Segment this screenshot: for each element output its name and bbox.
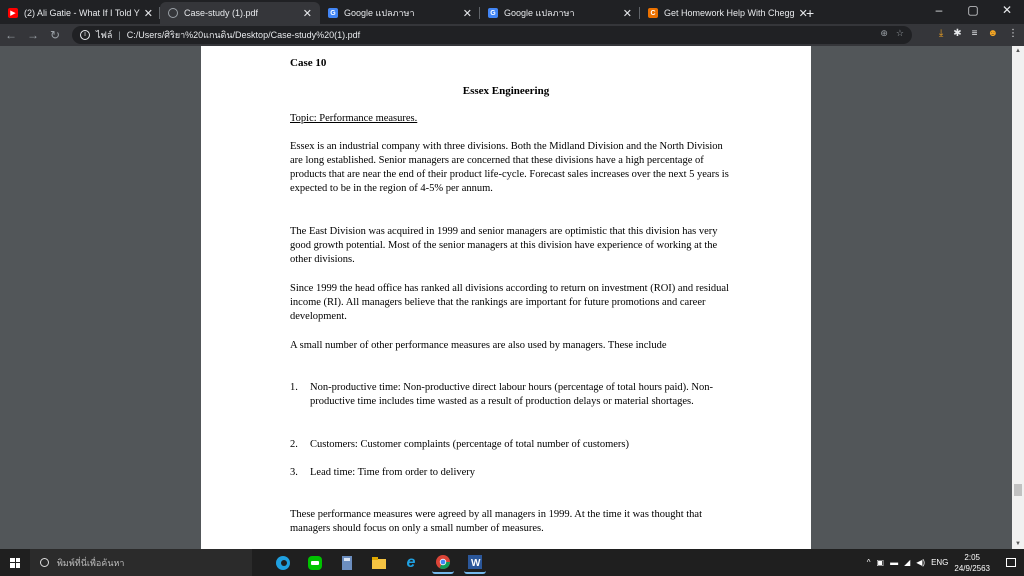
list-item — [290, 466, 730, 480]
tab-case-study-pdf[interactable] — [160, 2, 320, 24]
list-text: Customers: Customer complaints (percentage of total number of customers) — [310, 439, 630, 450]
minimize-icon[interactable]: – — [935, 3, 943, 17]
tab-title: Case-study (1).pdf — [184, 8, 259, 18]
paragraph: The East Division was acquired in 1999 and senior managers are optimistic that this division has very good growth potential. Most of the senior managers at this division have experience of working at the other divisions. — [290, 226, 718, 265]
tab-title: Google แปลภาษา — [344, 8, 415, 18]
google-translate-icon: G — [328, 8, 338, 18]
close-tab-icon[interactable]: ✕ — [302, 7, 312, 20]
close-tab-icon[interactable]: ✕ — [798, 7, 808, 20]
scroll-down-icon[interactable]: ▼ — [1015, 541, 1021, 547]
google-translate-icon: G — [488, 8, 498, 18]
tab-title: Get Homework Help With Chegg — [664, 8, 795, 18]
start-button[interactable] — [0, 549, 30, 576]
input-language[interactable]: ENG — [931, 558, 949, 567]
paragraph: A small number of other performance measures are also used by managers. These include — [290, 340, 667, 351]
scrollbar-thumb[interactable] — [1014, 484, 1022, 496]
clock-date: 24/9/2563 — [954, 563, 990, 573]
list-number: 3. — [290, 467, 298, 478]
back-icon[interactable]: ← — [5, 28, 17, 42]
clock[interactable] — [954, 552, 990, 574]
task-manager-icon[interactable]: ▣ — [876, 558, 885, 567]
extensions-icon[interactable]: ✱ — [953, 28, 962, 39]
close-tab-icon[interactable]: ✕ — [462, 7, 472, 20]
calculator-icon[interactable] — [336, 552, 358, 574]
bookmark-star-icon[interactable]: ☆ — [895, 28, 904, 38]
topic-line: Topic: Performance measures. — [290, 113, 418, 124]
list-number: 1. — [290, 382, 298, 393]
close-window-icon[interactable]: ✕ — [1001, 3, 1013, 17]
network-icon[interactable]: ◢ — [904, 558, 911, 567]
info-icon[interactable]: i — [80, 30, 90, 40]
tab-title: (2) Ali Gatie - What If I Told Y — [24, 8, 140, 18]
tab-strip — [0, 0, 1024, 24]
windows-taskbar — [0, 549, 1024, 576]
close-tab-icon[interactable]: ✕ — [622, 7, 632, 20]
browser-toolbar — [0, 24, 1024, 46]
list-number: 2. — [290, 439, 298, 450]
battery-icon[interactable]: ▬ — [890, 558, 899, 567]
volume-icon[interactable]: ◀) — [916, 558, 926, 567]
windows-logo-icon — [10, 558, 20, 568]
window-controls — [922, 0, 1024, 22]
closing-paragraph: These performance measures were agreed by all managers in 1999. At the time it was thought that managers should focus on only a small number of measures. — [290, 509, 702, 534]
show-hidden-icons-icon[interactable]: ^ — [866, 558, 871, 567]
notifications-icon[interactable] — [1006, 558, 1016, 567]
security-label: ไฟล์ — [96, 30, 113, 40]
globe-icon — [168, 8, 178, 18]
address-bar[interactable]: i ไฟล์ | C:/Users/ศิริยา%20แกนดิน/Desktop/Case-study%20(1).pdf ⊕ ☆ — [72, 26, 912, 44]
line-app-icon[interactable] — [304, 552, 326, 574]
search-placeholder: พิมพ์ที่นี่เพื่อค้นหา — [57, 557, 125, 568]
list-text: Lead time: Time from order to delivery — [310, 467, 476, 478]
paragraph: Essex is an industrial company with three divisions. Both the Midland Division and the North Division are long established. Senior managers are concerned that these divisions have a high percentage of products that are near the end of their product life-cycle. Forecast sales increases over the next 5 years is expected to be in the region of 4-5% per annum. — [290, 141, 729, 194]
scroll-up-icon[interactable]: ▲ — [1015, 48, 1021, 54]
case-number: Case 10 — [290, 57, 327, 69]
list-text: Non-productive time: Non-productive direct labour hours (percentage of total hours paid). Non-productive time includes time wasted as a result of production delays or material shortages. — [310, 382, 713, 407]
forward-icon[interactable]: → — [27, 28, 39, 42]
tab-youtube[interactable] — [0, 2, 160, 24]
pdf-viewer — [0, 46, 1024, 549]
svg-text:W: W — [471, 557, 481, 569]
close-tab-icon[interactable]: ✕ — [143, 7, 153, 20]
download-icon[interactable]: ⤓ — [938, 28, 944, 39]
taskbar-search[interactable] — [30, 549, 252, 576]
zoom-icon[interactable]: ⊕ — [880, 28, 888, 38]
reading-list-icon[interactable]: ≡ — [971, 28, 978, 39]
tab-chegg[interactable] — [640, 2, 808, 24]
file-explorer-icon[interactable] — [368, 552, 390, 574]
new-tab-button[interactable]: + — [806, 5, 815, 21]
chegg-icon: C — [648, 8, 658, 18]
word-icon[interactable] — [464, 552, 486, 574]
edge-icon[interactable] — [272, 552, 294, 574]
paragraph: Since 1999 the head office has ranked all divisions according to return on investment (ROI) and residual income (RI). All managers believe that the rankings are important for future promotions and career development. — [290, 283, 729, 322]
menu-icon[interactable]: ⋮ — [1008, 28, 1018, 39]
document-heading: Essex Engineering — [462, 85, 550, 97]
vertical-scrollbar[interactable] — [1012, 46, 1024, 549]
tab-google-translate-1[interactable] — [320, 2, 480, 24]
tab-title: Google แปลภาษา — [504, 8, 575, 18]
chrome-icon[interactable] — [432, 552, 454, 574]
internet-explorer-icon[interactable]: e — [406, 553, 416, 571]
youtube-icon: ▶ — [8, 8, 18, 18]
profile-avatar-icon[interactable]: ☻ — [987, 28, 998, 39]
list-item — [290, 438, 730, 452]
maximize-icon[interactable]: ▢ — [967, 3, 979, 17]
tab-google-translate-2[interactable] — [480, 2, 640, 24]
url-text[interactable]: C:/Users/ศิริยา%20แกนดิน/Desktop/Case-study%20(1).pdf — [126, 30, 361, 40]
clock-time: 2:05 — [964, 552, 980, 562]
list-item — [290, 381, 730, 409]
pdf-page — [201, 46, 811, 549]
search-icon — [40, 558, 49, 567]
reload-icon[interactable]: ↻ — [49, 28, 61, 42]
system-tray — [867, 549, 1024, 576]
